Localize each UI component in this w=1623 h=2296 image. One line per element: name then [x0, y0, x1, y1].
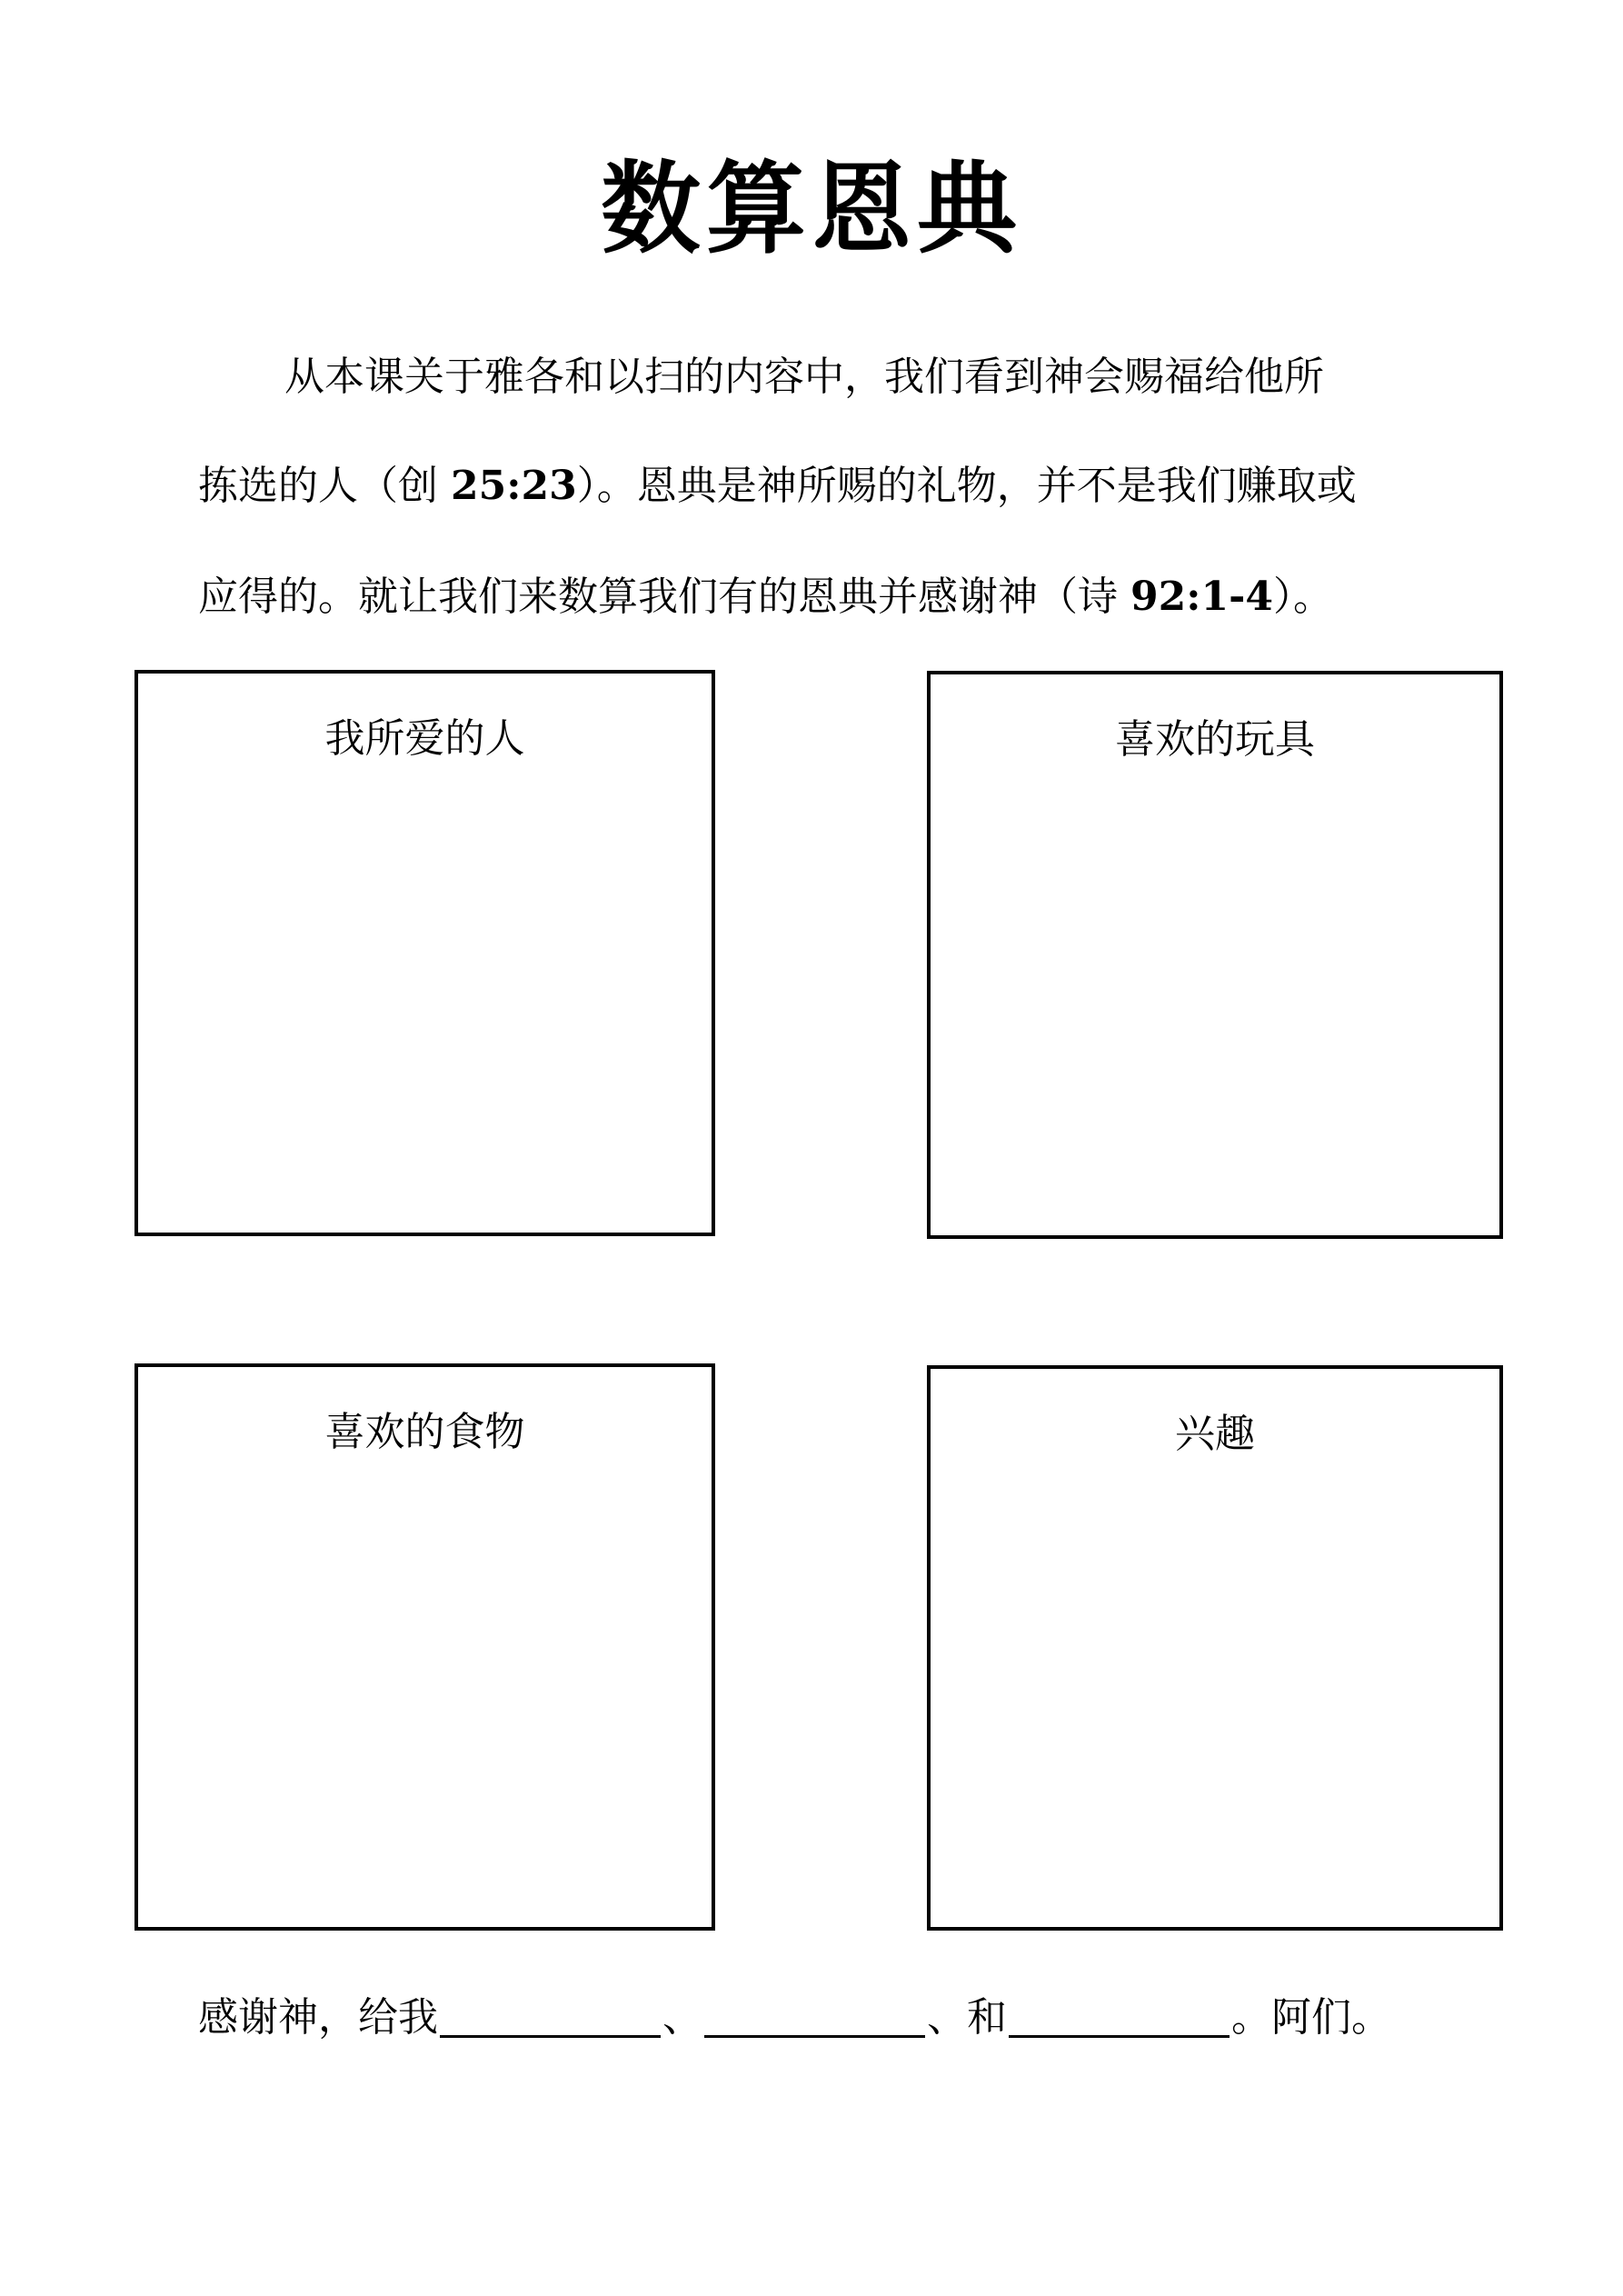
- intro-text: 拣选的人（创: [198, 463, 451, 509]
- drawing-box-loved-ones[interactable]: [134, 670, 715, 1236]
- fill-in-blank-1[interactable]: [440, 1993, 661, 2038]
- intro-line-1: [284, 350, 1557, 404]
- prayer-end: 。阿们。: [1231, 1994, 1391, 2041]
- box-label: 喜欢的食物: [324, 1409, 525, 1455]
- prayer-separator: 、: [662, 1994, 702, 2041]
- scripture-reference: 92:1-4: [1130, 574, 1273, 620]
- fill-in-blank-3[interactable]: [1009, 1993, 1230, 2038]
- drawing-box-hobbies[interactable]: [927, 1365, 1503, 1931]
- intro-line-2: [198, 459, 1470, 514]
- prayer-start: 感谢神，给我: [198, 1994, 438, 2041]
- drawing-box-favorite-food[interactable]: [134, 1363, 715, 1931]
- prayer-sentence: [198, 1991, 1391, 2045]
- fill-in-blank-2[interactable]: [704, 1993, 925, 2038]
- box-label: 兴趣: [1175, 1411, 1255, 1457]
- box-label: 喜欢的玩具: [1115, 716, 1315, 763]
- intro-text: 从本课关于雅各和以扫的内容中，我们看到神会赐福给他所: [284, 354, 1324, 400]
- page-title: 数算恩典: [601, 150, 1022, 267]
- scripture-reference: 25:23: [451, 463, 577, 509]
- drawing-box-favorite-toys[interactable]: [927, 671, 1503, 1239]
- intro-text: ）。恩典是神所赐的礼物，并不是我们赚取或: [576, 463, 1357, 509]
- intro-text: ）。: [1272, 574, 1333, 620]
- box-label: 我所爱的人: [324, 715, 525, 762]
- prayer-separator: 、和: [927, 1994, 1007, 2041]
- intro-text: 应得的。就让我们来数算我们有的恩典并感谢神（诗: [198, 574, 1130, 620]
- intro-line-3: [198, 570, 1470, 624]
